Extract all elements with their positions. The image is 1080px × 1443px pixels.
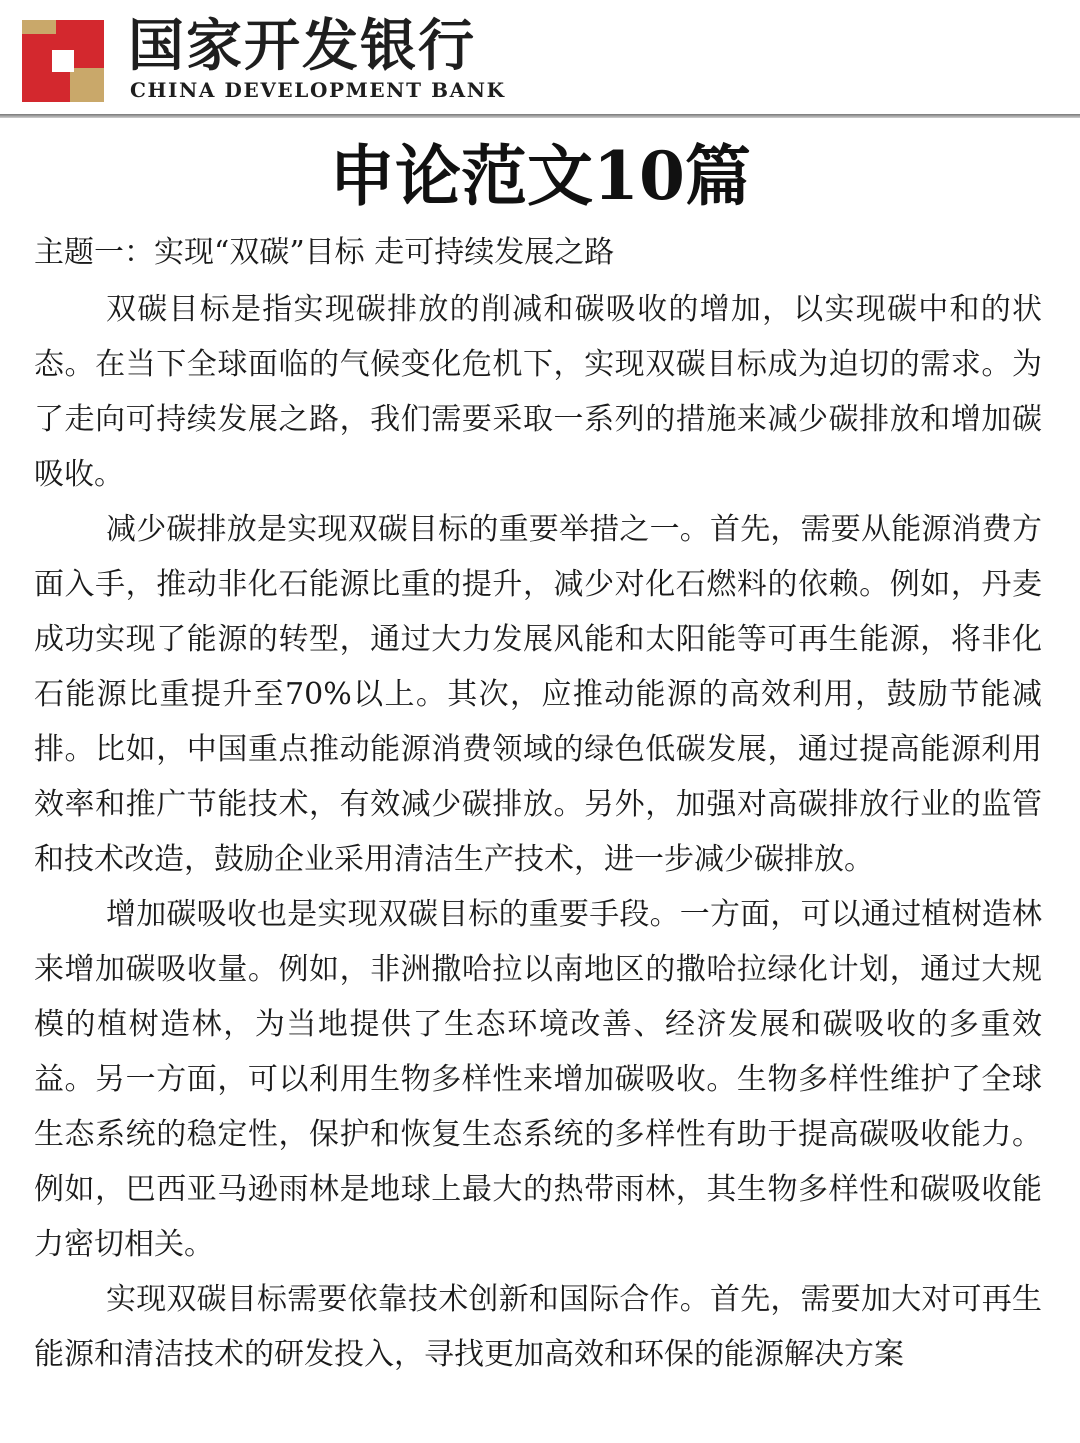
- paragraph: 增加碳吸收也是实现双碳目标的重要手段。一方面，可以通过植树造林来增加碳吸收量。例如，非洲撒哈拉以南地区的撒哈拉绿化计划，通过大规模的植树造林，为当地提供了生态环境改善、经济发展和碳吸收的多重效益。另一方面，可以利用生物多样性来增加碳吸收。生物多样性维护了全球生态系统的稳定性，保护和恢复生态系统的多样性有助于提高碳吸收能力。例如，巴西亚马逊雨林是地球上最大的热带雨林，其生物多样性和碳吸收能力密切相关。: [34, 897, 1042, 1262]
- paragraph: 实现双碳目标需要依靠技术创新和国际合作。首先，需要加大对可再生能源和清洁技术的研发投入，寻找更加高效和环保的能源解决方案: [34, 1282, 1042, 1372]
- brand-name-en: CHINA DEVELOPMENT BANK: [130, 78, 506, 102]
- cdb-logo-icon: [22, 20, 104, 102]
- article-body: [34, 282, 1042, 1382]
- document-title: 申论范文10篇: [329, 137, 751, 215]
- topic-heading: 主题一：实现“双碳”目标 走可持续发展之路: [34, 235, 615, 270]
- header-divider: [0, 114, 1080, 118]
- paragraph: 减少碳排放是实现双碳目标的重要举措之一。首先，需要从能源消费方面入手，推动非化石能源比重的提升，减少对化石燃料的依赖。例如，丹麦成功实现了能源的转型，通过大力发展风能和太阳能等可再生能源，将非化石能源比重提升至70%以上。其次，应推动能源的高效利用，鼓励节能减排。比如，中国重点推动能源消费领域的绿色低碳发展，通过提高能源利用效率和推广节能技术，有效减少碳排放。另外，加强对高碳排放行业的监管和技术改造，鼓励企业采用清洁生产技术，进一步减少碳排放。: [34, 512, 1042, 877]
- paragraph: 双碳目标是指实现碳排放的削减和碳吸收的增加，以实现碳中和的状态。在当下全球面临的气候变化危机下，实现双碳目标成为迫切的需求。为了走向可持续发展之路，我们需要采取一系列的措施来减少碳排放和增加碳吸收。: [34, 292, 1042, 492]
- page-header: [0, 0, 1080, 118]
- brand-name-cn: 国家开发银行: [128, 13, 476, 79]
